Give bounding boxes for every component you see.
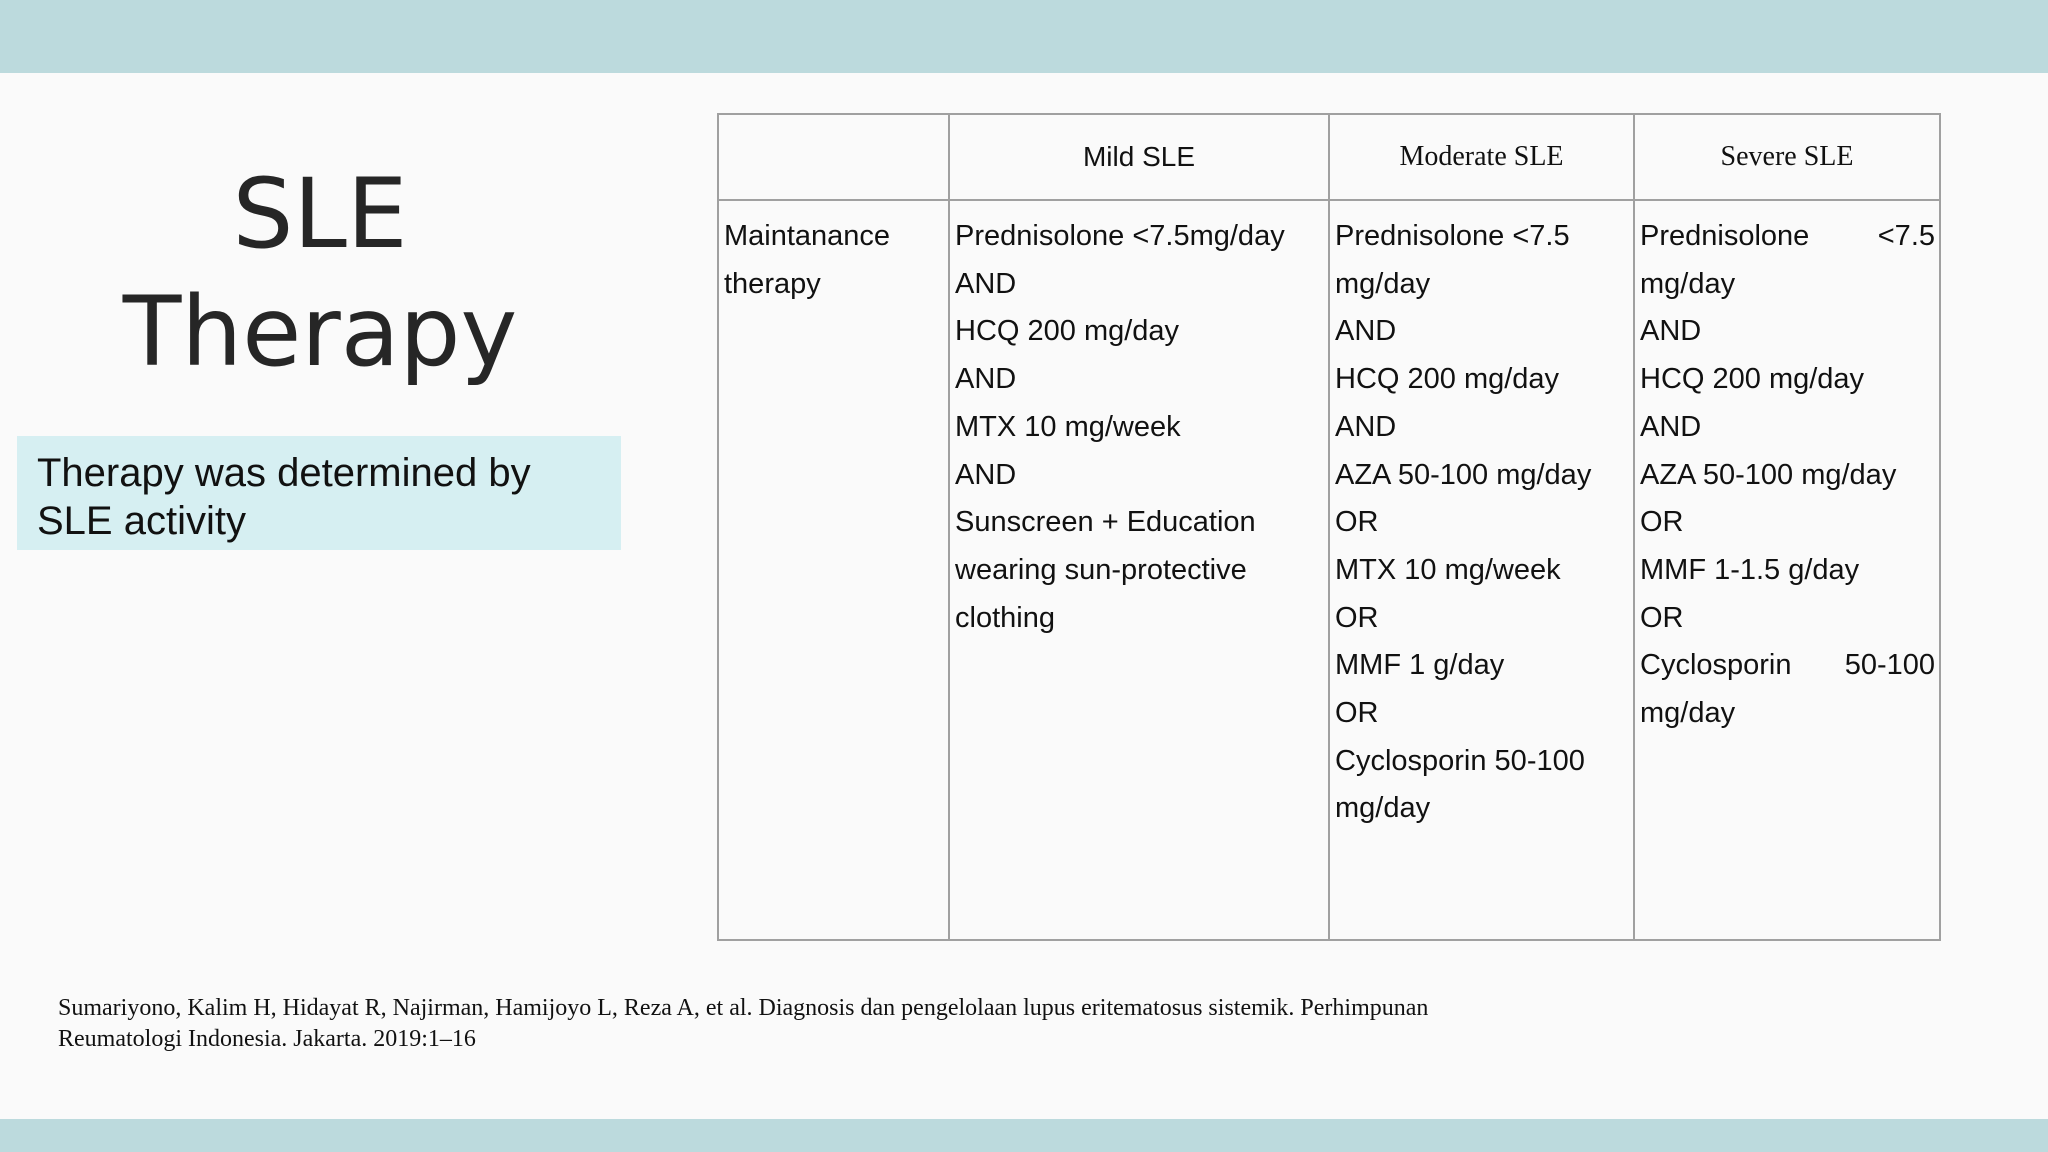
cell-mild — [949, 200, 1329, 940]
moderate-line: mg/day — [1335, 792, 1431, 825]
moderate-line: HCQ 200 mg/day — [1335, 363, 1560, 396]
header-empty — [718, 114, 949, 200]
severe-line: AZA 50-100 mg/day — [1640, 458, 1897, 491]
therapy-table — [717, 113, 1941, 941]
top-band — [0, 0, 2048, 73]
citation-line-2: Reumatologi Indonesia. Jakarta. 2019:1–16 — [58, 1026, 476, 1052]
header-mild-sle: Mild SLE — [949, 114, 1329, 200]
title-line-2: Therapy — [122, 276, 518, 388]
severe-line: mg/day — [1640, 697, 1736, 730]
severe-drug-word: Cyclosporin — [1640, 649, 1792, 682]
severe-line: OR — [1640, 601, 1684, 634]
severe-line: OR — [1640, 506, 1684, 539]
mild-line: AND — [955, 363, 1017, 396]
severe-dose-word: 50-100 — [1844, 649, 1935, 682]
severe-line: mg/day — [1640, 267, 1736, 300]
moderate-line: Cyclosporin 50-100 — [1335, 744, 1585, 777]
mild-line: AND — [955, 267, 1017, 300]
mild-line: wearing sun-protective — [955, 553, 1247, 586]
bottom-band — [0, 1119, 2048, 1152]
moderate-line: OR — [1335, 697, 1379, 730]
header-moderate-sle: Moderate SLE — [1329, 114, 1634, 200]
severe-line — [1640, 642, 1935, 690]
activity-callout — [17, 436, 621, 550]
mild-line: Prednisolone <7.5mg/day — [955, 220, 1285, 252]
moderate-line: OR — [1335, 601, 1379, 634]
severe-line: AND — [1640, 410, 1702, 443]
citation-line-1: Sumariyono, Kalim H, Hidayat R, Najirman, Hamijoyo L, Reza A, et al. Diagnosis dan pengelolaan lupus eritematosus sistemik. Perhimpunan — [58, 995, 1429, 1021]
title-line-1: SLE — [232, 158, 408, 270]
mild-line: clothing — [955, 601, 1055, 634]
header-severe-sle: Severe SLE — [1634, 114, 1940, 200]
mild-line: AND — [955, 458, 1017, 491]
callout-line-2: SLE activity — [37, 499, 246, 543]
cell-row-label — [718, 200, 949, 940]
table-row-maintenance — [718, 200, 1940, 940]
mild-line: Sunscreen + Education — [955, 506, 1256, 539]
severe-line: AND — [1640, 315, 1702, 348]
moderate-line: AZA 50-100 mg/day — [1335, 458, 1592, 491]
severe-line: HCQ 200 mg/day — [1640, 363, 1865, 396]
moderate-line: Prednisolone <7.5 — [1335, 220, 1570, 252]
mild-line: HCQ 200 mg/day — [955, 315, 1180, 348]
callout-line-1: Therapy was determined by — [37, 451, 531, 495]
severe-drug-word: Prednisolone — [1640, 220, 1810, 252]
moderate-line: MMF 1 g/day — [1335, 649, 1505, 682]
moderate-line: AND — [1335, 410, 1397, 443]
cell-severe — [1634, 200, 1940, 940]
row-label-line: Maintanance — [724, 220, 891, 252]
mild-line: MTX 10 mg/week — [955, 410, 1181, 443]
moderate-line: MTX 10 mg/week — [1335, 553, 1561, 586]
slide-title — [20, 155, 620, 391]
severe-dose-word: <7.5 — [1877, 220, 1935, 252]
severe-line: MMF 1-1.5 g/day — [1640, 553, 1860, 586]
table-header-row — [718, 114, 1940, 200]
cell-moderate — [1329, 200, 1634, 940]
moderate-line: mg/day — [1335, 267, 1431, 300]
citation — [58, 993, 1618, 1055]
moderate-line: OR — [1335, 506, 1379, 539]
moderate-line: AND — [1335, 315, 1397, 348]
row-label-line: therapy — [724, 267, 821, 300]
severe-line — [1640, 213, 1935, 261]
